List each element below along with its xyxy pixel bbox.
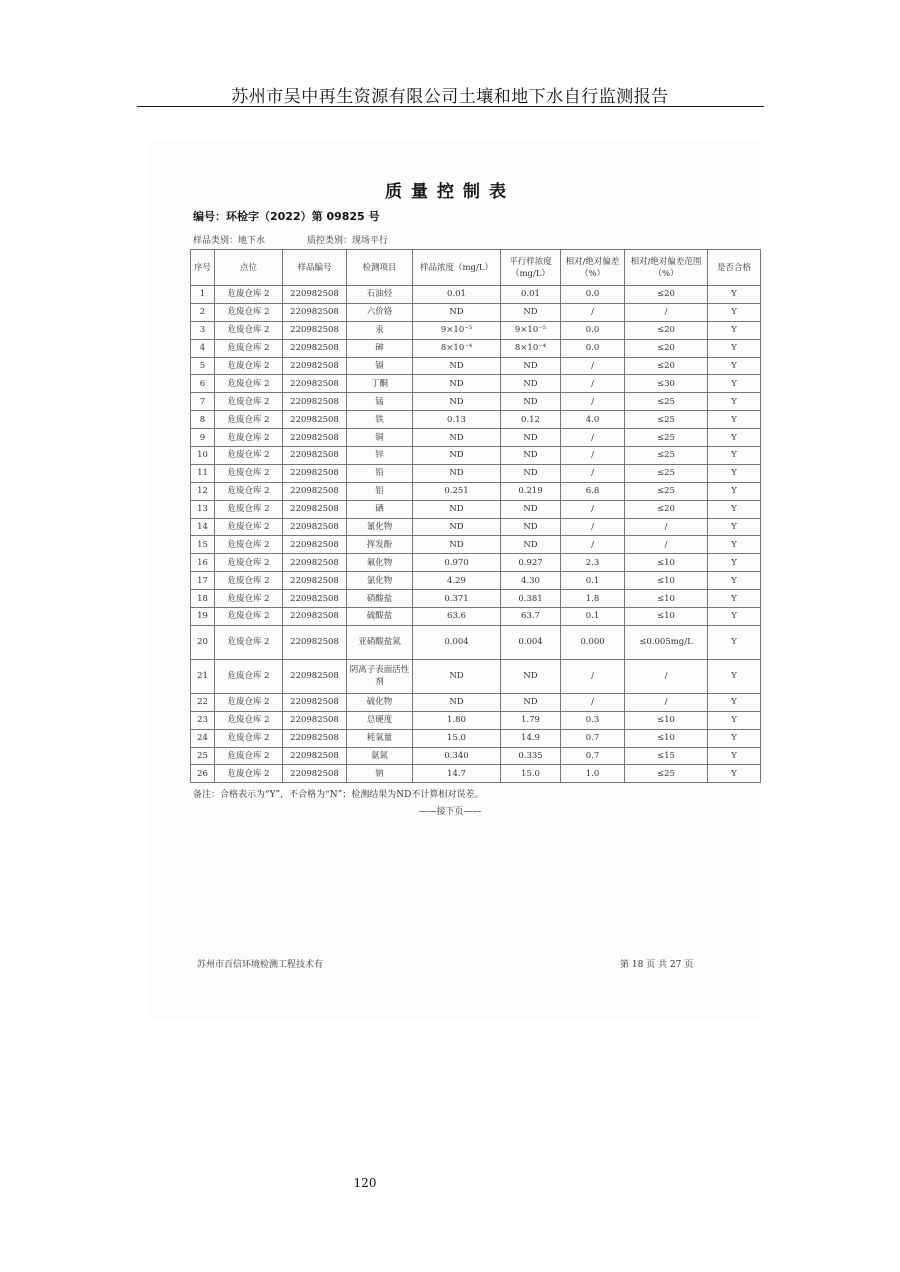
deviation-range-cell: ≤25 xyxy=(625,393,708,411)
pass-cell: Y xyxy=(708,711,761,729)
row-index: 4 xyxy=(191,339,215,357)
column-header: 是否合格 xyxy=(708,250,761,286)
point-cell: 危废仓库 2 xyxy=(215,357,283,375)
deviation-cell: / xyxy=(561,429,625,447)
sample-conc-cell: ND xyxy=(413,447,501,465)
column-header: 点位 xyxy=(215,250,283,286)
table-row xyxy=(191,321,761,339)
deviation-cell: / xyxy=(561,375,625,393)
parallel-conc-cell: ND xyxy=(501,429,561,447)
point-cell: 危废仓库 2 xyxy=(215,536,283,554)
deviation-cell: / xyxy=(561,659,625,693)
test-item-cell: 锌 xyxy=(347,447,413,465)
sample-id-cell: 220982508 xyxy=(283,429,347,447)
test-item-cell: 总硬度 xyxy=(347,711,413,729)
row-index: 22 xyxy=(191,693,215,711)
sample-id-cell: 220982508 xyxy=(283,375,347,393)
table-row xyxy=(191,625,761,659)
point-cell: 危废仓库 2 xyxy=(215,659,283,693)
parallel-conc-cell: 0.01 xyxy=(501,286,561,304)
sample-id-cell: 220982508 xyxy=(283,411,347,429)
parallel-conc-cell: 14.9 xyxy=(501,729,561,747)
table-row xyxy=(191,482,761,500)
table-row xyxy=(191,572,761,590)
pass-cell: Y xyxy=(708,411,761,429)
parallel-conc-cell: ND xyxy=(501,447,561,465)
sample-conc-cell: ND xyxy=(413,429,501,447)
point-cell: 危废仓库 2 xyxy=(215,572,283,590)
test-item-cell: 阴离子表面活性剂 xyxy=(347,659,413,693)
table-row xyxy=(191,608,761,626)
test-item-cell: 硒 xyxy=(347,500,413,518)
sample-conc-cell: 0.13 xyxy=(413,411,501,429)
sample-id-cell: 220982508 xyxy=(283,625,347,659)
table-row xyxy=(191,500,761,518)
point-cell: 危废仓库 2 xyxy=(215,303,283,321)
sample-conc-cell: 4.29 xyxy=(413,572,501,590)
sample-id-cell: 220982508 xyxy=(283,765,347,783)
sample-id-cell: 220982508 xyxy=(283,608,347,626)
sample-id-cell: 220982508 xyxy=(283,357,347,375)
parallel-conc-cell: ND xyxy=(501,518,561,536)
row-index: 24 xyxy=(191,729,215,747)
sample-id-cell: 220982508 xyxy=(283,659,347,693)
pass-cell: Y xyxy=(708,447,761,465)
point-cell: 危废仓库 2 xyxy=(215,429,283,447)
sample-conc-cell: 15.0 xyxy=(413,729,501,747)
sample-conc-cell: 0.970 xyxy=(413,554,501,572)
deviation-cell: / xyxy=(561,303,625,321)
test-item-cell: 氟化物 xyxy=(347,554,413,572)
deviation-range-cell: ≤30 xyxy=(625,375,708,393)
table-row xyxy=(191,429,761,447)
sample-conc-cell: 8×10⁻⁴ xyxy=(413,339,501,357)
point-cell: 危废仓库 2 xyxy=(215,625,283,659)
deviation-cell: 2.3 xyxy=(561,554,625,572)
deviation-cell: 6.8 xyxy=(561,482,625,500)
sample-conc-cell: 14.7 xyxy=(413,765,501,783)
deviation-cell: 1.0 xyxy=(561,765,625,783)
qc-type: 质控类别：现场平行 xyxy=(307,236,389,246)
deviation-range-cell: ≤15 xyxy=(625,747,708,765)
parallel-conc-cell: ND xyxy=(501,393,561,411)
parallel-conc-cell: 4.30 xyxy=(501,572,561,590)
point-cell: 危废仓库 2 xyxy=(215,339,283,357)
footer-company: 苏州市百信环境检测工程技术有 xyxy=(197,960,324,970)
column-header: 相对/绝对偏差（%） xyxy=(561,250,625,286)
sample-id-cell: 220982508 xyxy=(283,339,347,357)
deviation-cell: / xyxy=(561,447,625,465)
pass-cell: Y xyxy=(708,729,761,747)
table-row xyxy=(191,411,761,429)
deviation-range-cell: ≤10 xyxy=(625,608,708,626)
test-item-cell: 氯化物 xyxy=(347,572,413,590)
sample-id-cell: 220982508 xyxy=(283,536,347,554)
row-index: 8 xyxy=(191,411,215,429)
table-row xyxy=(191,339,761,357)
sample-conc-cell: 0.01 xyxy=(413,286,501,304)
pass-cell: Y xyxy=(708,339,761,357)
deviation-cell: 0.000 xyxy=(561,625,625,659)
point-cell: 危废仓库 2 xyxy=(215,447,283,465)
point-cell: 危废仓库 2 xyxy=(215,608,283,626)
pass-cell: Y xyxy=(708,747,761,765)
test-item-cell: 镉 xyxy=(347,357,413,375)
pass-cell: Y xyxy=(708,429,761,447)
sample-id-cell: 220982508 xyxy=(283,572,347,590)
document-number: 编号：环检字（2022）第 09825 号 xyxy=(193,210,380,223)
test-item-cell: 钠 xyxy=(347,765,413,783)
parallel-conc-cell: ND xyxy=(501,536,561,554)
column-header: 平行样浓度（mg/L） xyxy=(501,250,561,286)
test-item-cell: 耗氧量 xyxy=(347,729,413,747)
point-cell: 危废仓库 2 xyxy=(215,765,283,783)
row-index: 1 xyxy=(191,286,215,304)
deviation-range-cell: ≤20 xyxy=(625,500,708,518)
pass-cell: Y xyxy=(708,590,761,608)
test-item-cell: 氨氮 xyxy=(347,747,413,765)
table-row xyxy=(191,447,761,465)
deviation-cell: 0.7 xyxy=(561,747,625,765)
table-row xyxy=(191,659,761,693)
sample-meta xyxy=(193,233,388,246)
sample-id-cell: 220982508 xyxy=(283,447,347,465)
parallel-conc-cell: 0.004 xyxy=(501,625,561,659)
test-item-cell: 挥发酚 xyxy=(347,536,413,554)
table-row xyxy=(191,286,761,304)
test-item-cell: 丁酮 xyxy=(347,375,413,393)
pass-cell: Y xyxy=(708,518,761,536)
row-index: 2 xyxy=(191,303,215,321)
column-header: 序号 xyxy=(191,250,215,286)
sample-id-cell: 220982508 xyxy=(283,693,347,711)
pass-cell: Y xyxy=(708,608,761,626)
table-row xyxy=(191,554,761,572)
deviation-cell: 0.0 xyxy=(561,321,625,339)
parallel-conc-cell: 63.7 xyxy=(501,608,561,626)
test-item-cell: 铅 xyxy=(347,464,413,482)
sample-id-cell: 220982508 xyxy=(283,711,347,729)
row-index: 6 xyxy=(191,375,215,393)
sample-id-cell: 220982508 xyxy=(283,393,347,411)
parallel-conc-cell: 0.12 xyxy=(501,411,561,429)
deviation-range-cell: ≤10 xyxy=(625,729,708,747)
row-index: 12 xyxy=(191,482,215,500)
deviation-cell: 4.0 xyxy=(561,411,625,429)
deviation-range-cell: ≤25 xyxy=(625,447,708,465)
sample-conc-cell: 1.80 xyxy=(413,711,501,729)
pass-cell: Y xyxy=(708,554,761,572)
table-row xyxy=(191,357,761,375)
parallel-conc-cell: ND xyxy=(501,375,561,393)
parallel-conc-cell: ND xyxy=(501,500,561,518)
pass-cell: Y xyxy=(708,482,761,500)
sample-id-cell: 220982508 xyxy=(283,303,347,321)
table-row xyxy=(191,375,761,393)
column-header: 相对/绝对偏差范围（%） xyxy=(625,250,708,286)
deviation-cell: 0.0 xyxy=(561,286,625,304)
table-row xyxy=(191,590,761,608)
deviation-range-cell: ≤25 xyxy=(625,765,708,783)
deviation-range-cell: ≤25 xyxy=(625,411,708,429)
sample-conc-cell: ND xyxy=(413,375,501,393)
point-cell: 危废仓库 2 xyxy=(215,411,283,429)
parallel-conc-cell: 8×10⁻⁴ xyxy=(501,339,561,357)
parallel-conc-cell: ND xyxy=(501,693,561,711)
table-row xyxy=(191,693,761,711)
column-header: 检测项目 xyxy=(347,250,413,286)
point-cell: 危废仓库 2 xyxy=(215,518,283,536)
deviation-cell: / xyxy=(561,357,625,375)
deviation-cell: / xyxy=(561,464,625,482)
sample-id-cell: 220982508 xyxy=(283,482,347,500)
test-item-cell: 汞 xyxy=(347,321,413,339)
test-item-cell: 铝 xyxy=(347,482,413,500)
sample-id-cell: 220982508 xyxy=(283,286,347,304)
sample-id-cell: 220982508 xyxy=(283,500,347,518)
sample-conc-cell: ND xyxy=(413,393,501,411)
parallel-conc-cell: ND xyxy=(501,357,561,375)
sample-conc-cell: 0.371 xyxy=(413,590,501,608)
sample-conc-cell: 0.340 xyxy=(413,747,501,765)
table-body xyxy=(191,286,761,783)
row-index: 25 xyxy=(191,747,215,765)
point-cell: 危废仓库 2 xyxy=(215,729,283,747)
point-cell: 危废仓库 2 xyxy=(215,747,283,765)
parallel-conc-cell: 0.219 xyxy=(501,482,561,500)
sample-id-cell: 220982508 xyxy=(283,464,347,482)
deviation-range-cell: ≤25 xyxy=(625,464,708,482)
deviation-cell: / xyxy=(561,536,625,554)
parallel-conc-cell: 15.0 xyxy=(501,765,561,783)
page-number: 120 xyxy=(353,1176,377,1190)
column-header: 样品编号 xyxy=(283,250,347,286)
sample-id-cell: 220982508 xyxy=(283,590,347,608)
deviation-range-cell: ≤20 xyxy=(625,321,708,339)
point-cell: 危废仓库 2 xyxy=(215,693,283,711)
test-item-cell: 硝酸盐 xyxy=(347,590,413,608)
pass-cell: Y xyxy=(708,500,761,518)
sample-conc-cell: ND xyxy=(413,464,501,482)
sample-id-cell: 220982508 xyxy=(283,747,347,765)
pass-cell: Y xyxy=(708,286,761,304)
continued-marker: ——接下页—— xyxy=(418,807,482,817)
test-item-cell: 硫化物 xyxy=(347,693,413,711)
point-cell: 危废仓库 2 xyxy=(215,711,283,729)
row-index: 16 xyxy=(191,554,215,572)
pass-cell: Y xyxy=(708,303,761,321)
deviation-cell: 0.1 xyxy=(561,572,625,590)
table-row xyxy=(191,536,761,554)
pass-cell: Y xyxy=(708,357,761,375)
pass-cell: Y xyxy=(708,572,761,590)
deviation-range-cell: ≤10 xyxy=(625,572,708,590)
sample-conc-cell: ND xyxy=(413,693,501,711)
report-header: 苏州市吴中再生资源有限公司土壤和地下水自行监测报告 xyxy=(231,87,669,107)
test-item-cell: 铁 xyxy=(347,411,413,429)
deviation-range-cell: ≤25 xyxy=(625,482,708,500)
parallel-conc-cell: ND xyxy=(501,464,561,482)
table-row xyxy=(191,711,761,729)
deviation-range-cell: ≤10 xyxy=(625,554,708,572)
pass-cell: Y xyxy=(708,464,761,482)
deviation-range-cell: ≤10 xyxy=(625,590,708,608)
sample-conc-cell: ND xyxy=(413,518,501,536)
pass-cell: Y xyxy=(708,321,761,339)
row-index: 11 xyxy=(191,464,215,482)
sample-id-cell: 220982508 xyxy=(283,518,347,536)
deviation-cell: 0.7 xyxy=(561,729,625,747)
deviation-cell: 0.0 xyxy=(561,339,625,357)
table-row xyxy=(191,303,761,321)
sample-id-cell: 220982508 xyxy=(283,321,347,339)
table-row xyxy=(191,464,761,482)
test-item-cell: 硫酸盐 xyxy=(347,608,413,626)
row-index: 19 xyxy=(191,608,215,626)
row-index: 9 xyxy=(191,429,215,447)
row-index: 10 xyxy=(191,447,215,465)
column-header: 样品浓度（mg/L） xyxy=(413,250,501,286)
deviation-range-cell: ≤10 xyxy=(625,711,708,729)
row-index: 5 xyxy=(191,357,215,375)
point-cell: 危废仓库 2 xyxy=(215,482,283,500)
row-index: 26 xyxy=(191,765,215,783)
pass-cell: Y xyxy=(708,693,761,711)
test-item-cell: 砷 xyxy=(347,339,413,357)
deviation-cell: / xyxy=(561,393,625,411)
point-cell: 危废仓库 2 xyxy=(215,464,283,482)
test-item-cell: 石油烃 xyxy=(347,286,413,304)
parallel-conc-cell: 0.381 xyxy=(501,590,561,608)
document-title: 质量控制表 xyxy=(385,182,515,202)
sample-type: 样品类别：地下水 xyxy=(193,236,266,246)
point-cell: 危废仓库 2 xyxy=(215,286,283,304)
sample-id-cell: 220982508 xyxy=(283,729,347,747)
deviation-range-cell: / xyxy=(625,536,708,554)
deviation-range-cell: ≤25 xyxy=(625,429,708,447)
row-index: 17 xyxy=(191,572,215,590)
row-index: 15 xyxy=(191,536,215,554)
table-row xyxy=(191,393,761,411)
pass-cell: Y xyxy=(708,375,761,393)
sample-conc-cell: ND xyxy=(413,357,501,375)
table-header-row xyxy=(191,250,761,286)
parallel-conc-cell: ND xyxy=(501,303,561,321)
deviation-range-cell: / xyxy=(625,518,708,536)
row-index: 23 xyxy=(191,711,215,729)
test-item-cell: 亚硝酸盐氮 xyxy=(347,625,413,659)
sample-conc-cell: 0.251 xyxy=(413,482,501,500)
point-cell: 危废仓库 2 xyxy=(215,590,283,608)
row-index: 18 xyxy=(191,590,215,608)
pass-cell: Y xyxy=(708,393,761,411)
parallel-conc-cell: 0.335 xyxy=(501,747,561,765)
test-item-cell: 氰化物 xyxy=(347,518,413,536)
deviation-cell: / xyxy=(561,693,625,711)
deviation-range-cell: ≤20 xyxy=(625,286,708,304)
test-item-cell: 铜 xyxy=(347,429,413,447)
deviation-cell: 0.1 xyxy=(561,608,625,626)
deviation-cell: 1.8 xyxy=(561,590,625,608)
sample-conc-cell: 9×10⁻⁵ xyxy=(413,321,501,339)
deviation-cell: / xyxy=(561,518,625,536)
row-index: 3 xyxy=(191,321,215,339)
quality-control-table xyxy=(190,249,761,783)
test-item-cell: 六价铬 xyxy=(347,303,413,321)
sample-id-cell: 220982508 xyxy=(283,554,347,572)
pass-cell: Y xyxy=(708,536,761,554)
deviation-range-cell: ≤0.005mg/L xyxy=(625,625,708,659)
sample-conc-cell: 63.6 xyxy=(413,608,501,626)
deviation-range-cell: / xyxy=(625,659,708,693)
deviation-cell: 0.3 xyxy=(561,711,625,729)
deviation-range-cell: ≤20 xyxy=(625,357,708,375)
table-row xyxy=(191,765,761,783)
deviation-range-cell: / xyxy=(625,303,708,321)
parallel-conc-cell: ND xyxy=(501,659,561,693)
parallel-conc-cell: 1.79 xyxy=(501,711,561,729)
table-row xyxy=(191,729,761,747)
row-index: 7 xyxy=(191,393,215,411)
table-row xyxy=(191,518,761,536)
sample-conc-cell: ND xyxy=(413,500,501,518)
sample-conc-cell: ND xyxy=(413,303,501,321)
pass-cell: Y xyxy=(708,765,761,783)
row-index: 21 xyxy=(191,659,215,693)
pass-cell: Y xyxy=(708,625,761,659)
point-cell: 危废仓库 2 xyxy=(215,321,283,339)
parallel-conc-cell: 9×10⁻⁵ xyxy=(501,321,561,339)
deviation-range-cell: / xyxy=(625,693,708,711)
sample-conc-cell: 0.004 xyxy=(413,625,501,659)
footer-page-info: 第 18 页 共 27 页 xyxy=(620,960,694,970)
point-cell: 危废仓库 2 xyxy=(215,500,283,518)
point-cell: 危废仓库 2 xyxy=(215,393,283,411)
pass-cell: Y xyxy=(708,659,761,693)
sample-conc-cell: ND xyxy=(413,659,501,693)
deviation-cell: / xyxy=(561,500,625,518)
deviation-range-cell: ≤20 xyxy=(625,339,708,357)
table-row xyxy=(191,747,761,765)
point-cell: 危废仓库 2 xyxy=(215,554,283,572)
sample-conc-cell: ND xyxy=(413,536,501,554)
table-note: 备注：合格表示为“Y”，不合格为“N”；检测结果为ND不计算相对误差。 xyxy=(193,790,484,800)
row-index: 20 xyxy=(191,625,215,659)
parallel-conc-cell: 0.927 xyxy=(501,554,561,572)
test-item-cell: 锰 xyxy=(347,393,413,411)
header-divider xyxy=(137,106,764,107)
point-cell: 危废仓库 2 xyxy=(215,375,283,393)
row-index: 14 xyxy=(191,518,215,536)
row-index: 13 xyxy=(191,500,215,518)
